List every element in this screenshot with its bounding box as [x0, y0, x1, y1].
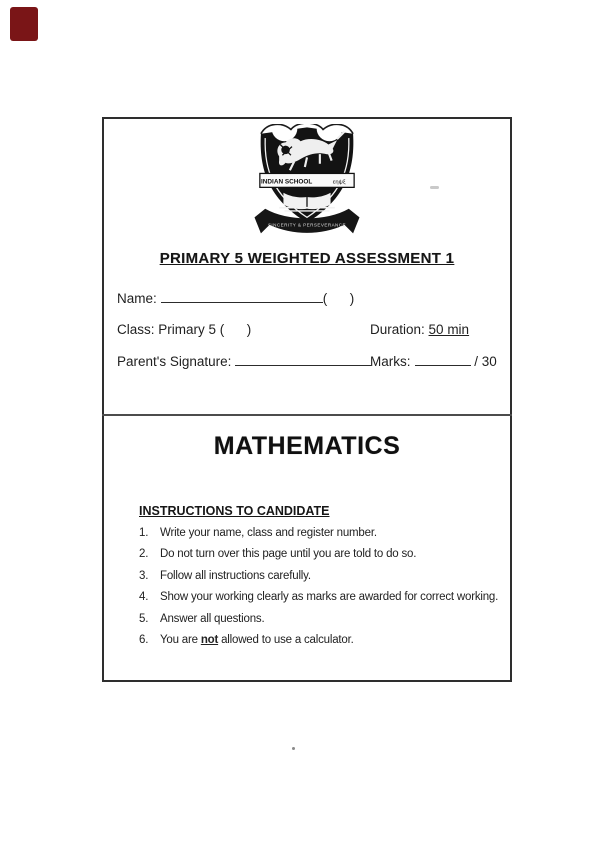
class-label: Class: Primary 5 ( ): [117, 322, 252, 337]
instruction-item: [139, 526, 501, 540]
instructions-section: [139, 504, 501, 654]
marks-field: [370, 352, 497, 369]
signature-blank-line: [235, 352, 371, 366]
subject-title: MATHEMATICS: [213, 432, 401, 460]
class-duration-row: [117, 322, 502, 342]
parent-signature-label: Parent's Signature:: [117, 354, 232, 369]
scan-speck: [292, 747, 295, 750]
signature-marks-row: [117, 352, 502, 372]
duration-field: [370, 322, 469, 337]
instruction-number: 4.: [139, 591, 149, 604]
assessment-title: PRIMARY 5 WEIGHTED ASSESSMENT 1: [159, 250, 455, 267]
instruction-text: Show your working clearly as marks are awarded for correct working.: [160, 591, 499, 604]
name-label: Name:: [117, 291, 157, 306]
exam-cover-frame: [102, 117, 512, 682]
instruction-text: Answer all questions.: [160, 612, 265, 625]
name-blank-line: [161, 289, 323, 303]
instruction-text: Do not turn over this page until you are told to do so.: [160, 548, 417, 561]
crest-banner-script: εηψξ: [332, 179, 346, 186]
instruction-text: Follow all instructions carefully.: [160, 569, 311, 582]
instruction-number: 2.: [139, 548, 149, 561]
marks-blank-line: [415, 352, 471, 366]
instruction-item: [139, 569, 501, 583]
crest-banner-text: INDIAN SCHOOL: [261, 178, 313, 186]
duration-value: 50 min: [428, 322, 470, 337]
duration-label: Duration:: [370, 322, 425, 337]
marks-label: Marks:: [370, 354, 411, 369]
motto-text: SINCERITY & PERSEVERANCE: [267, 222, 347, 228]
scan-smudge: [430, 186, 439, 189]
school-crest-icon: [247, 124, 367, 240]
instruction-item: [139, 590, 501, 604]
instructions-heading: INSTRUCTIONS TO CANDIDATE: [139, 504, 330, 518]
instruction-item: [139, 612, 501, 626]
instruction-emphasis: not: [200, 633, 219, 646]
red-corner-stamp: [10, 7, 38, 41]
instruction-number: 3.: [139, 569, 149, 582]
instruction-number: 6.: [139, 633, 149, 646]
instruction-text: Write your name, class and register number.: [160, 527, 377, 539]
instruction-text: You are not allowed to use a calculator.: [160, 633, 354, 646]
instruction-number: 5.: [139, 612, 149, 625]
school-crest: [247, 124, 367, 228]
name-register-paren: ( ): [322, 291, 355, 306]
instruction-item: [139, 547, 501, 561]
instruction-item: [139, 633, 501, 647]
marks-total: / 30: [474, 354, 497, 369]
name-row: [117, 289, 502, 309]
instruction-number: 1.: [139, 527, 149, 539]
section-divider: [102, 414, 512, 416]
